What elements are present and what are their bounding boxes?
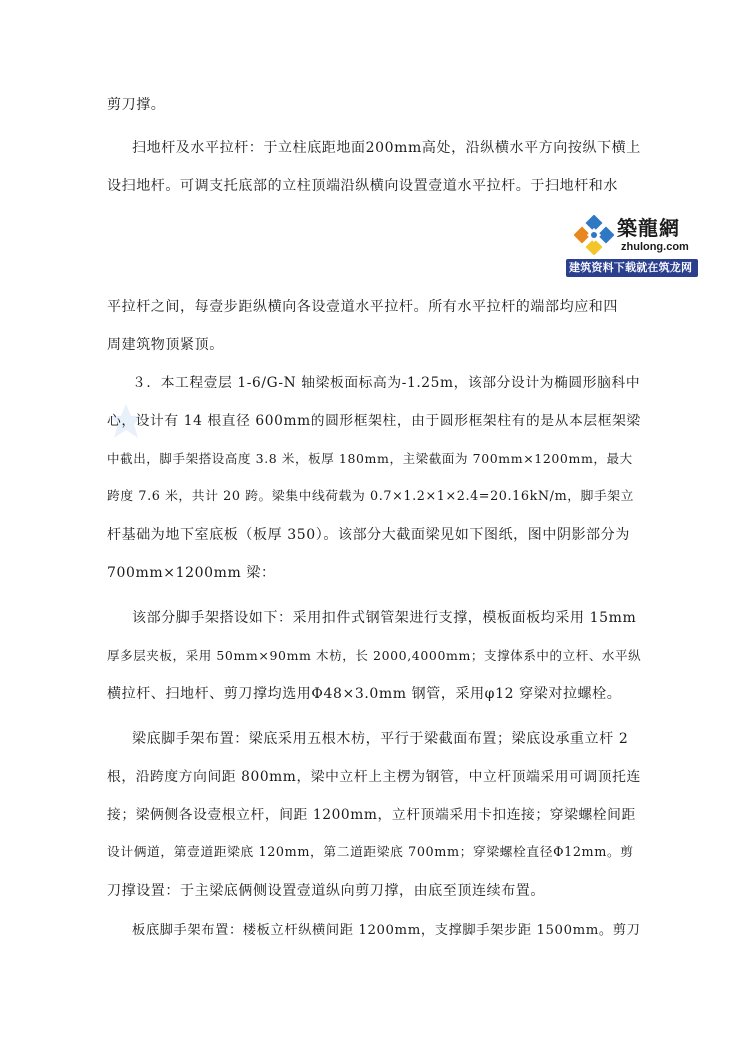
paragraph-line: 心，设计有 14 根直径 600mm的圆形框架柱，由于圆形框架柱有的是从本层框架梁 [107, 413, 641, 429]
paragraph-line: 横拉杆、扫地杆、剪刀撑均选用Φ48×3.0mm 钢管，采用φ12 穿梁对拉螺栓。 [107, 686, 622, 702]
paragraph-line: 中截出，脚手架搭设高度 3.8 米，板厚 180mm，主梁截面为 700mm×1200mm，最大 [107, 451, 633, 466]
logo-domain: zhulong.com [621, 241, 689, 253]
paragraph-line: 该部分脚手架搭设如下：采用扣件式钢管架进行支撑，模板面板均采用 15mm [132, 610, 637, 626]
logo-banner [566, 259, 698, 277]
paragraph-line: 剪刀撑。 [107, 97, 166, 113]
paragraph-line: 平拉杆之间，每壹步距纵横向各设壹道水平拉杆。所有水平拉杆的端部均应和四 [107, 299, 618, 315]
paragraph-line: 杆基础为地下室底板（板厚 350）。该部分大截面梁见如下图纸，图中阴影部分为 [107, 527, 630, 543]
paragraph-line: 扫地杆及水平拉杆：于立柱底距地面200mm高处，沿纵横水平方向按纵下横上 [132, 140, 641, 156]
paragraph-line: 厚多层夹板，采用 50mm×90mm 木枋，长 2000,4000mm；支撑体系中的立杆、水平纵 [107, 648, 642, 663]
logo-title: 築龍網 [617, 216, 680, 240]
paragraph-line: 周建筑物顶紧顶。 [107, 337, 224, 353]
logo-banner-text: 建筑资料下载就在筑龙网 [569, 261, 693, 274]
paragraph-line: 设计俩道，第壹道距梁底 120mm，第二道距梁底 700mm；穿梁螺栓直径Φ12mm。剪 [107, 845, 634, 860]
paragraph-line: 接；梁俩侧各设壹根立杆，间距 1200mm，立杆顶端采用卡扣连接；穿梁螺栓间距 [107, 807, 636, 823]
paragraph-line: 刀撑设置：于主梁底俩侧设置壹道纵向剪刀撑，由底至顶连续布置。 [107, 883, 545, 899]
paragraph-line: 设扫地杆。可调支托底部的立柱顶端沿纵横向设置壹道水平拉杆。于扫地杆和水 [107, 178, 618, 194]
paragraph-line: 跨度 7.6 米，共计 20 跨。梁集中线荷载为 0.7×1.2×1×2.4=20.16kN/m，脚手架立 [107, 489, 635, 504]
zhulong-logo [566, 212, 698, 279]
paragraph-line: ３．本工程壹层 1-6/G-N 轴梁板面标高为-1.25m，该部分设计为椭圆形脑科中 [132, 375, 641, 391]
zhulong-logo-icon [574, 215, 614, 255]
paragraph-line: 梁底脚手架布置：梁底采用五根木枋，平行于梁截面布置；梁底设承重立杆 2 [132, 731, 629, 747]
paragraph-line: 700mm×1200mm 梁： [107, 565, 276, 581]
paragraph-line: 根，沿跨度方向间距 800mm，梁中立杆上主楞为钢管，中立杆顶端采用可调顶托连 [107, 769, 641, 785]
paragraph-line: 板底脚手架布置：楼板立杆纵横间距 1200mm，支撑脚手架步距 1500mm。剪刀 [132, 923, 641, 938]
